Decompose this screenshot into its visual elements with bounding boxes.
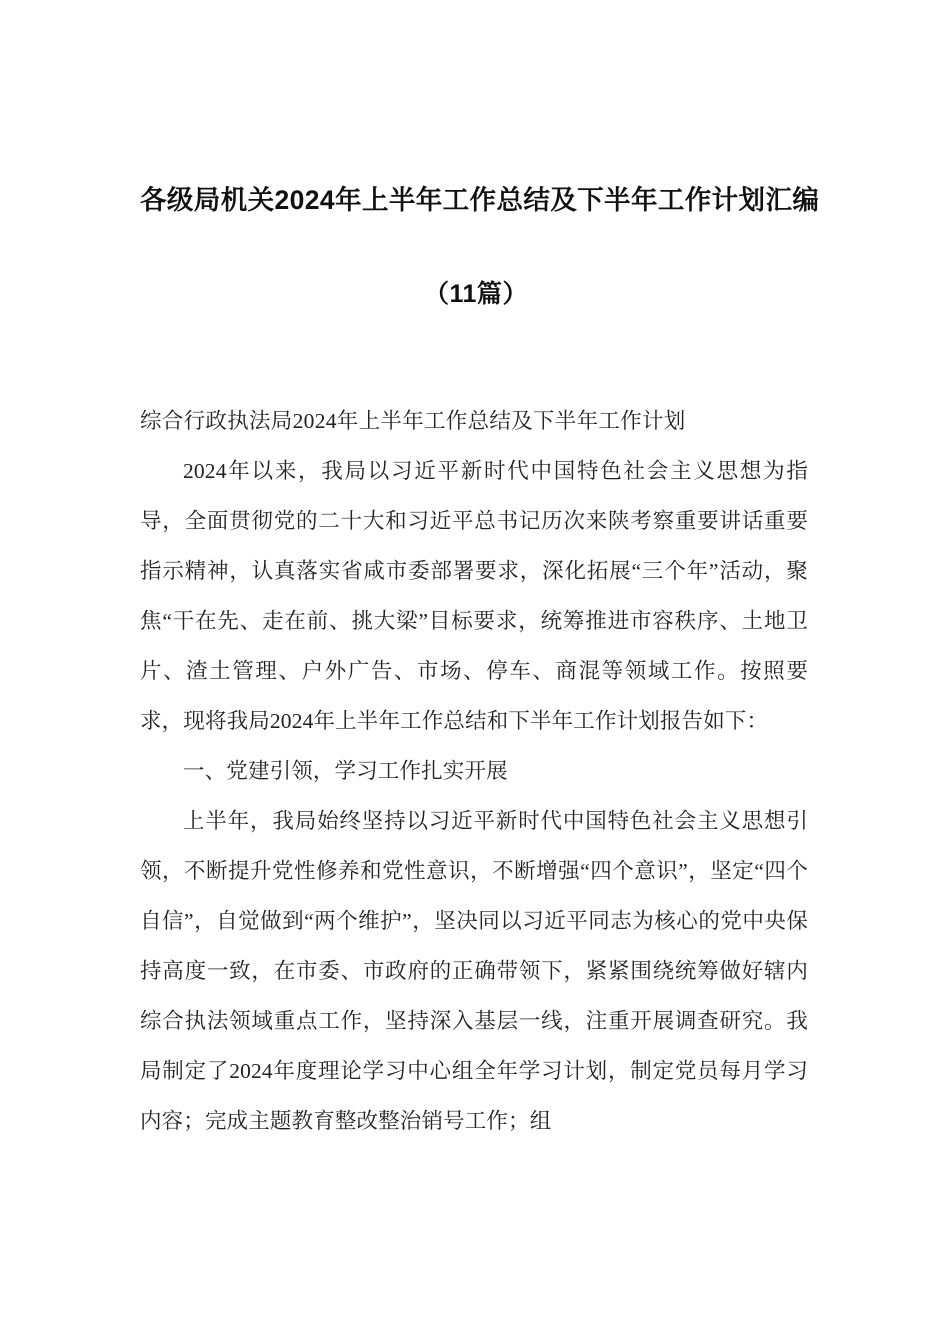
paragraph-party-building: 上半年，我局始终坚持以习近平新时代中国特色社会主义思想引领，不断提升党性修养和党性意识，不断增强“四个意识”，坚定“四个自信”，自觉做到“两个维护”，坚决同以习近平同志为核心的党中央保持高度一致，在市委、市政府的正确带领下，紧紧围绕统筹做好辖内综合执法领域重点工作，坚持深入基层一线，注重开展调查研究。我局制定了2024年度理论学习中心组全年学习计划，制定党员每月学习内容；完成主题教育整改整治销号工作；组: [140, 809, 808, 1133]
paragraph-intro: 2024年以来，我局以习近平新时代中国特色社会主义思想为指导，全面贯彻党的二十大和习近平总书记历次来陕考察重要讲话重要指示精神，认真落实省咸市委部署要求，深化拓展“三个年”活动，聚焦“干在先、走在前、挑大梁”目标要求，统筹推进市容秩序、土地卫片、渣土管理、户外广告、市场、停车、商混等领域工作。按照要求，现将我局2024年上半年工作总结和下半年工作计划报告如下：: [140, 459, 808, 733]
document-body: [140, 396, 808, 1146]
report-section-title: 综合行政执法局2024年上半年工作总结及下半年工作计划: [140, 409, 686, 433]
paragraph-heading-one: 一、党建引领，学习工作扎实开展: [183, 759, 508, 783]
page-subtitle-count: （11篇）: [424, 280, 528, 308]
page-title: 各级局机关2024年上半年工作总结及下半年工作计划汇编: [140, 184, 820, 215]
